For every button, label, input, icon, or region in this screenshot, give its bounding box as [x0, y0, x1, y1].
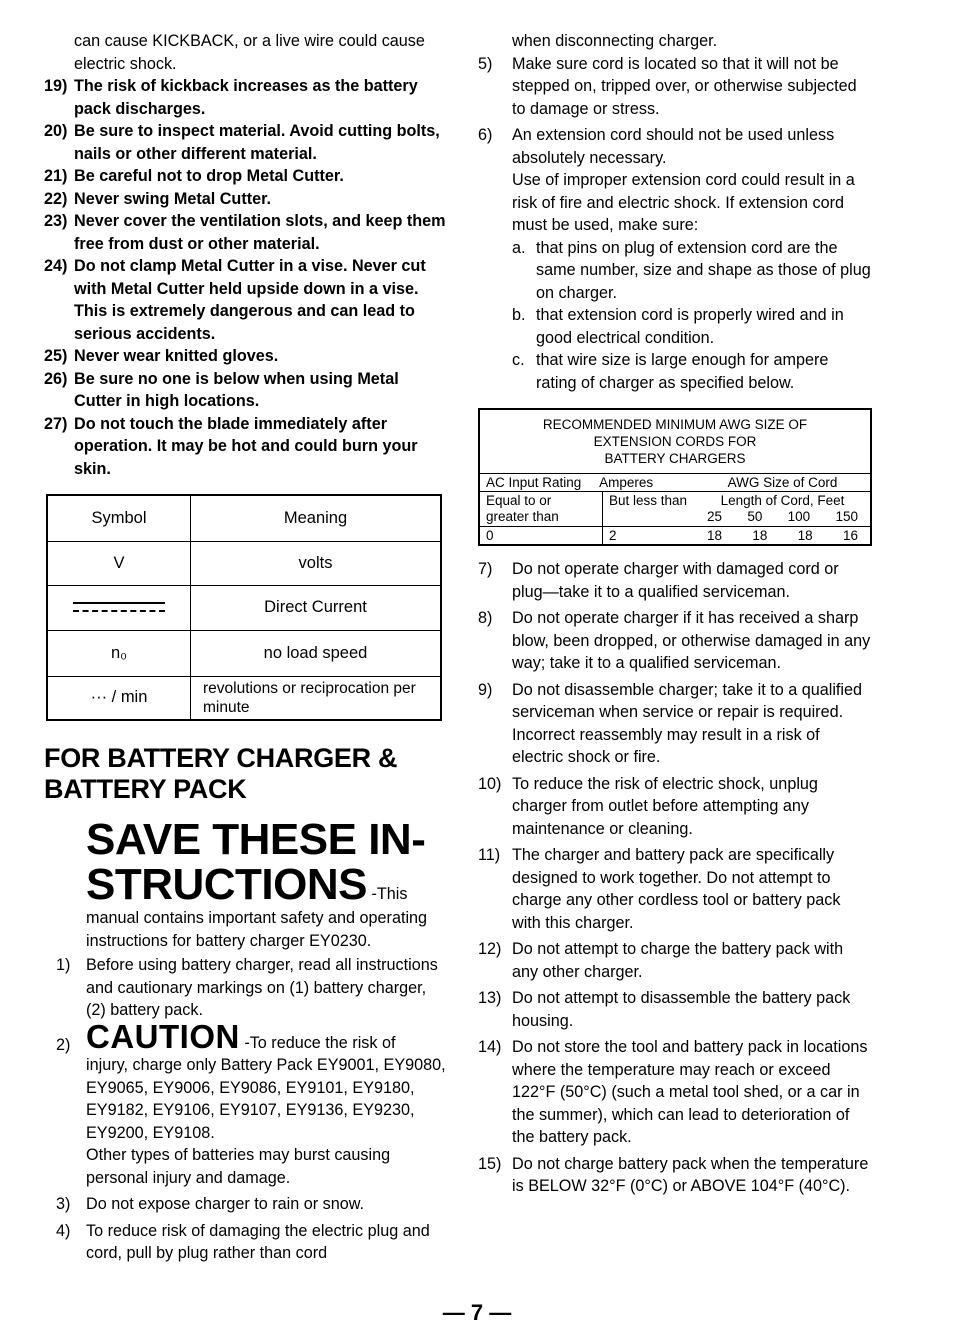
bold-warning-list	[44, 75, 446, 480]
direct-current-symbol-icon	[73, 602, 165, 612]
list-item: 8) Do not operate charger if it has received a sharp blow, been dropped, or otherwise damaged in any way; take it to a qualified serviceman.	[478, 609, 871, 672]
table-cell: 18	[707, 528, 723, 543]
awg-table	[478, 408, 872, 546]
list-item: 22) Never swing Metal Cutter.	[44, 189, 271, 208]
table-header: Equal to or greater than	[479, 492, 603, 527]
table-header: AWG Size of Cord	[695, 474, 871, 492]
list-item: 14) Do not store the tool and battery pack in locations where the temperature may reach or exceed 122°F (50°C) (such a metal tool shed, or a car in the summer), which can lead to deterioration of the battery pack.	[478, 1038, 868, 1146]
list-item: 4) To reduce risk of damaging the electric plug and cord, pull by plug rather than cord	[56, 1221, 430, 1262]
right-column	[478, 30, 872, 1198]
list-item: 11) The charger and battery pack are specifically designed to work together. Do not attempt to charge any other cordless tool or battery pack with this charger.	[478, 846, 841, 932]
table-header: AC Input Rating	[486, 475, 582, 490]
table-header-row	[47, 495, 441, 541]
list-item: 7) Do not operate charger with damaged cord or plug—take it to a qualified serviceman.	[478, 560, 839, 601]
sub-item: b. that extension cord is properly wired and in good electrical condition.	[512, 306, 844, 347]
list-item: 12) Do not attempt to charge the battery pack with any other charger.	[478, 940, 844, 981]
table-cell: 0	[479, 527, 603, 546]
table-row	[47, 630, 441, 676]
continuation-text: when disconnecting charger.	[512, 32, 718, 50]
table-cell: n₀	[47, 630, 191, 676]
table-cell: revolutions or reciprocation per minute	[191, 676, 442, 720]
list-item: 21) Be careful not to drop Metal Cutter.	[44, 167, 344, 185]
table-row	[47, 585, 441, 630]
caution-heading: CAUTION	[86, 1017, 240, 1055]
section-heading: FOR BATTERY CHARGER & BATTERY PACK	[44, 743, 398, 804]
paragraph: Use of improper extension cord could result in a risk of fire and electric shock. If extension cord must be used, make sure:	[512, 171, 855, 234]
symbol-table	[46, 494, 442, 721]
table-cell: 18	[797, 528, 813, 543]
save-body: manual contains important safety and operating instructions for battery charger EY0230.	[86, 909, 428, 950]
table-cell: ··· / min	[47, 676, 191, 720]
list-item: 23) Never cover the ventilation slots, and keep them free from dust or other material.	[44, 212, 446, 253]
list-item: 5) Make sure cord is located so that it will not be stepped on, tripped over, or otherwise subjected to damage or stress.	[478, 54, 857, 118]
save-heading: SAVE THESE IN-	[86, 815, 426, 864]
save-instructions-block: SAVE THESE IN- STRUCTIONS -This manual contains important safety and operating instructions for battery charger EY0230.	[86, 817, 446, 952]
table-row	[479, 527, 871, 546]
table-cell: volts	[191, 541, 442, 585]
list-item: 20) Be sure to inspect material. Avoid cutting bolts, nails or other different material.	[44, 122, 440, 163]
continuation-text: can cause KICKBACK, or a live wire could cause electric shock.	[74, 32, 425, 73]
table-cell: 18	[752, 528, 768, 543]
list-item: 15) Do not charge battery pack when the temperature is BELOW 32°F (0°C) or ABOVE 104°F (40°C).	[478, 1154, 869, 1195]
list-item: 27) Do not touch the blade immediately after operation. It may be hot and could burn your skin.	[44, 414, 418, 478]
table-header: But less than	[603, 492, 696, 527]
sub-item: a. that pins on plug of extension cord are the same number, size and shape as those of plug on charger.	[512, 238, 871, 302]
table-header-row	[479, 474, 871, 492]
table-cell: 2	[603, 527, 696, 546]
awg-table-title: RECOMMENDED MINIMUM AWG SIZE OF EXTENSION CORDS FOR BATTERY CHARGERS	[479, 409, 871, 474]
table-header: Symbol	[47, 495, 191, 541]
table-cell	[47, 585, 191, 630]
list-item: 19) The risk of kickback increases as the battery pack discharges.	[44, 77, 418, 118]
table-row	[47, 676, 441, 720]
table-cell: 16	[842, 528, 858, 543]
table-row	[47, 541, 441, 585]
save-heading-2: STRUCTIONS	[86, 860, 367, 909]
table-header-row: Equal to or greater than But less than Length of Cord, Feet 25 50 100 150	[479, 492, 871, 527]
list-item: 26) Be sure no one is below when using Metal Cutter in high locations.	[44, 369, 399, 410]
list-item: 24) Do not clamp Metal Cutter in a vise. Never cut with Metal Cutter held upside down in a vise. This is extremely dangerous and can lead to serious accidents.	[44, 257, 426, 343]
table-header: Meaning	[191, 495, 442, 541]
table-cell: no load speed	[191, 630, 442, 676]
list-item: 9) Do not disassemble charger; take it to a qualified serviceman when service or repair is required. Incorrect reassembly may result in a risk of electric shock or fire.	[478, 680, 863, 766]
list-item: 3) Do not expose charger to rain or snow.	[56, 1195, 365, 1213]
table-cell: Direct Current	[191, 585, 442, 630]
table-header: Amperes	[599, 475, 654, 490]
list-item: 13) Do not attempt to disassemble the battery pack housing.	[478, 989, 851, 1030]
list-item: 10) To reduce the risk of electric shock, unplug charger from outlet before attempting any maintenance or cleaning.	[478, 774, 818, 838]
table-header: Length of Cord, Feet	[720, 493, 845, 508]
list-item: 25) Never wear knitted gloves.	[44, 347, 279, 365]
list-item: 6) An extension cord should not be used unless absolutely necessary.	[478, 126, 835, 167]
list-item: 2) CAUTION -To reduce the risk of injury, charge only Battery Pack EY9001, EY9080, EY9065, EY9006, EY9086, EY9101, EY9180, EY9182, EY9106, EY9107, EY9136, EY9230, EY9200, EY9108. Other types of batteries may burst causing personal injury and damage.	[56, 1017, 446, 1187]
charger-instruction-list	[478, 558, 872, 1198]
left-column	[44, 30, 446, 1265]
list-item: 1) Before using battery charger, read all instructions and cautionary markings on (1) battery charger, (2) battery pack.	[56, 956, 438, 1019]
page-number: — 7 —	[442, 1300, 512, 1325]
table-cell: V	[47, 541, 191, 585]
sub-item: c. that wire size is large enough for ampere rating of charger as specified below.	[512, 351, 829, 392]
